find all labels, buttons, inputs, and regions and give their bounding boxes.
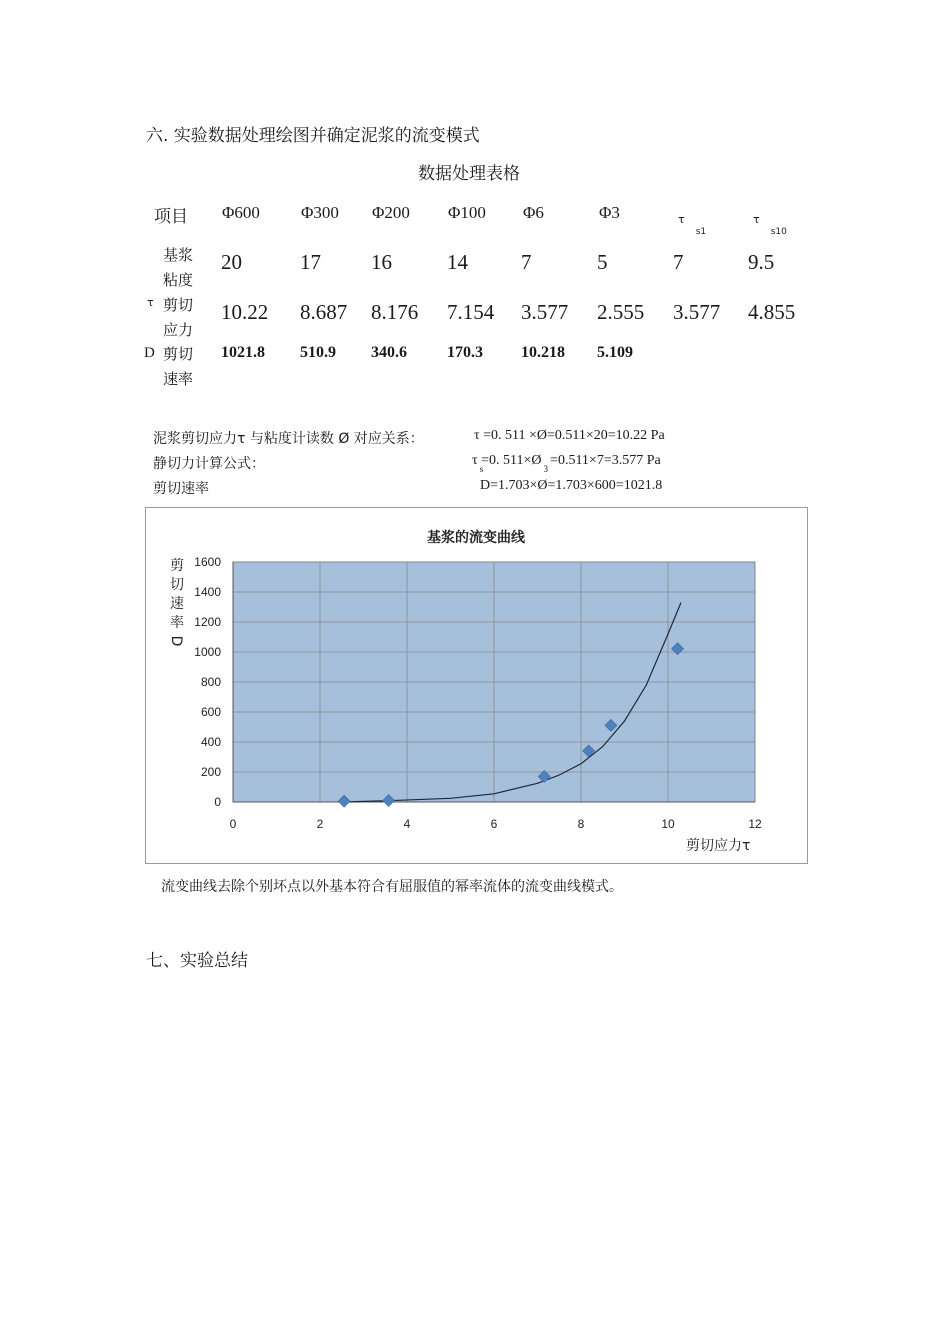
header-tau-s1-symbol: τ: [678, 213, 685, 226]
chart-title: 基浆的流变曲线: [427, 530, 525, 546]
row-label-shear-rate: [148, 342, 208, 392]
table-cell: 8.176: [371, 300, 419, 324]
header-tau-s1: [678, 208, 707, 237]
x-axis-label: 剪切应力τ: [686, 838, 751, 854]
row-label-line1: 剪切: [162, 296, 193, 314]
table-cell: 5.109: [597, 344, 633, 361]
table-cell: 170.3: [447, 344, 483, 361]
table-cell: 340.6: [371, 344, 407, 361]
table-cell: 1021.8: [221, 344, 265, 361]
row-label-viscosity: [148, 243, 208, 293]
header-phi3: Φ3: [599, 203, 620, 222]
y-axis-label-char: 剪: [170, 558, 184, 574]
table-caption: 数据处理表格: [418, 164, 520, 184]
y-tick-label: 1200: [194, 615, 221, 629]
table-cell: 20: [221, 250, 242, 274]
formula-2-expression-b: =0.511×7=3.577 Pa: [550, 453, 661, 468]
y-tick-label: 1600: [194, 555, 221, 569]
table-cell: 7: [673, 250, 684, 274]
x-tick-label: 8: [577, 817, 585, 831]
header-tau-s10: [753, 208, 787, 237]
row-label-line1: 剪切: [162, 345, 193, 363]
table-cell: 14: [447, 250, 468, 274]
rheology-chart: [145, 507, 808, 864]
header-phi600: Φ600: [222, 203, 260, 222]
y-axis-label-char: D: [168, 635, 184, 647]
formula-3-label: 剪切速率: [153, 481, 209, 497]
header-tau-s10-subscript: s10: [770, 227, 787, 237]
y-axis-label-char: 速: [170, 596, 184, 612]
y-tick-label: 800: [200, 675, 221, 689]
table-cell: 10.22: [221, 300, 269, 324]
header-tau-s1-subscript: s1: [695, 227, 707, 237]
table-cell: 3.577: [521, 300, 569, 324]
table-cell: 4.855: [748, 300, 796, 324]
plot-area: [194, 555, 762, 831]
formula-1-label: 泥浆剪切应力τ 与粘度计读数 Ø 对应关系：: [153, 431, 424, 447]
formula-2-expression: [472, 453, 661, 474]
row-prefix-tau: τ: [147, 296, 154, 309]
y-axis-label: [168, 558, 184, 646]
table-cell: 9.5: [748, 250, 775, 274]
table-cell: 10.218: [521, 344, 565, 361]
row-prefix-d: D: [144, 345, 155, 361]
y-tick-label: 1000: [194, 645, 221, 659]
y-tick-label: 1400: [194, 585, 221, 599]
x-tick-label: 0: [229, 817, 237, 831]
row-label-line1: 基浆: [162, 246, 193, 264]
x-tick-label: 10: [661, 817, 675, 831]
formula-2-subscript: 3: [543, 464, 549, 474]
row-label-line2: 应力: [162, 321, 193, 339]
y-axis-label-char: 率: [170, 615, 184, 631]
header-item: 项目: [154, 207, 188, 227]
conclusion-text: 流变曲线去除个别坏点以外基本符合有屈服值的幂率流体的流变曲线模式。: [161, 879, 623, 895]
chart-canvas: [146, 508, 807, 863]
y-tick-label: 200: [200, 765, 221, 779]
section-6-heading: 六. 实验数据处理绘图并确定泥浆的流变模式: [146, 126, 480, 146]
formula-2-expression-a: =0. 511×Ø: [481, 453, 542, 468]
table-cell: 2.555: [597, 300, 645, 324]
table-cell: 7: [521, 250, 532, 274]
header-phi200: Φ200: [372, 203, 410, 222]
y-tick-label: 600: [200, 705, 221, 719]
formula-2-tau: τ: [472, 453, 478, 468]
formula-2-tau-subscript: s: [479, 464, 484, 474]
header-phi300: Φ300: [301, 203, 339, 222]
table-cell: 7.154: [447, 300, 495, 324]
header-phi6: Φ6: [523, 203, 544, 222]
table-cell: 17: [300, 250, 321, 274]
header-tau-s10-symbol: τ: [753, 213, 760, 226]
y-axis-label-char: 切: [170, 577, 184, 593]
header-phi100: Φ100: [448, 203, 486, 222]
formula-2-label: 静切力计算公式：: [153, 456, 265, 472]
y-tick-label: 0: [214, 795, 221, 809]
formula-3-expression: D=1.703×Ø=1.703×600=1021.8: [480, 478, 663, 493]
y-tick-label: 400: [200, 735, 221, 749]
formula-1-expression: τ =0. 511 ×Ø=0.511×20=10.22 Pa: [474, 428, 665, 443]
x-tick-label: 4: [403, 817, 411, 831]
table-cell: 5: [597, 250, 608, 274]
section-7-heading: 七、实验总结: [146, 951, 248, 971]
table-cell: 3.577: [673, 300, 721, 324]
row-label-line2: 粘度: [162, 271, 193, 289]
x-tick-label: 12: [748, 817, 762, 831]
row-label-line2: 速率: [162, 370, 193, 388]
row-label-shear-stress: [148, 293, 208, 343]
x-tick-label: 6: [490, 817, 498, 831]
table-cell: 16: [371, 250, 392, 274]
table-cell: 8.687: [300, 300, 348, 324]
table-cell: 510.9: [300, 344, 336, 361]
x-tick-label: 2: [316, 817, 324, 831]
